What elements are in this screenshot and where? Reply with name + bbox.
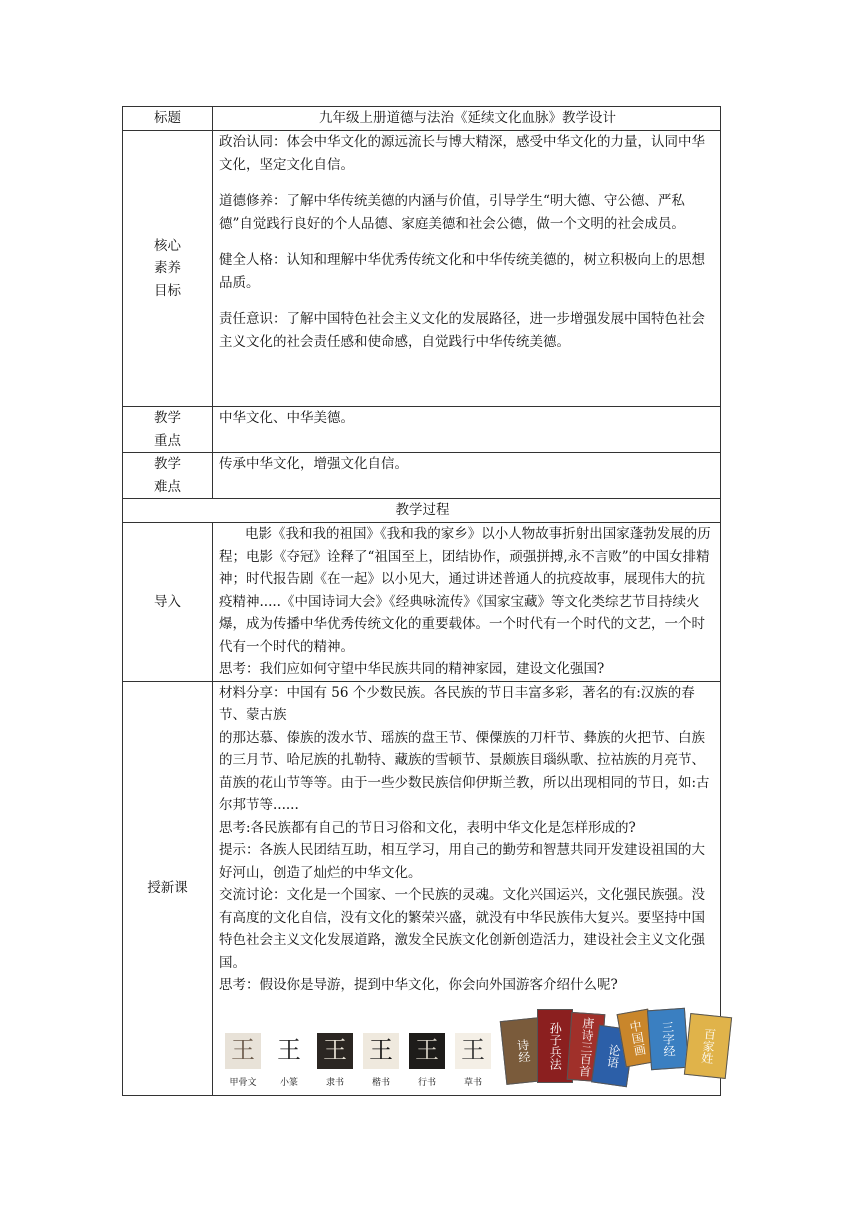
title-label: 标题 (123, 107, 213, 131)
hint-text: 提示：各族人民团结互助，相互学习，用自己的勤劳和智慧共同开发建设祖国的大好河山，创造了灿烂的中华文化。 (219, 842, 705, 881)
book-cover: 论语 (591, 1024, 635, 1086)
culture-image-strip (223, 1005, 716, 1089)
difficulty-value: 传承中华文化，增强文化自信。 (213, 453, 721, 499)
calligraphy-caption: 隶书 (325, 1077, 344, 1088)
calligraphy-caption: 行书 (417, 1077, 436, 1088)
goals-label: 核心 素养 目标 (123, 131, 213, 407)
process-header: 教学过程 (123, 499, 721, 523)
discussion-text: 交流讨论：文化是一个国家、一个民族的灵魂。文化兴国运兴，文化强民族强。没有高度的文化自信，没有文化的繁荣兴盛，就没有中华民族伟大复兴。要坚持中国特色社会主义文化发展道路，激发全民族文化创新创造活力，建设社会主义文化强国。 (219, 887, 705, 971)
think-question: 思考:各民族都有自己的节日习俗和文化，表明中华文化是怎样形成的? (219, 819, 636, 836)
calligraphy-styles (223, 1033, 493, 1089)
material-share-line-1: 材料分享：中国有 56 个少数民族。各民族的节日丰富多彩，著名的有:汉族的春节、蒙古族 (219, 684, 695, 723)
goal-personality: 健全人格：认知和理解中华优秀传统文化和中华传统美德的，树立积极向上的思想品质。 (219, 252, 705, 291)
classic-books-image (503, 1005, 716, 1089)
calligraphy-caption: 楷书 (371, 1077, 390, 1088)
key-label: 教学 重点 (123, 407, 213, 453)
calligraphy-sample (453, 1033, 493, 1089)
calligraphy-glyph: 王 (225, 1033, 261, 1069)
material-share-line-2: 的那达慕、傣族的泼水节、瑶族的盘王节、傈僳族的刀杆节、彝族的火把节、白族的三月节、哈尼族的扎勒特、藏族的雪顿节、景颇族目瑙纵歌、拉祜族的月亮节、苗族的花山节等等。由于一些少数民族信仰伊斯兰教，所以出现相同的节日，如:古尔邦节等...... (219, 729, 710, 813)
calligraphy-glyph: 王 (363, 1033, 399, 1069)
intro-label: 导入 (123, 523, 213, 682)
calligraphy-glyph: 王 (317, 1033, 353, 1069)
key-value: 中华文化、中华美德。 (213, 407, 721, 453)
book-cover: 唐诗三百首 (567, 1011, 606, 1081)
book-cover: 百家姓 (684, 1012, 732, 1078)
calligraphy-sample (315, 1033, 355, 1089)
goal-political: 政治认同：体会中华文化的源远流长与博大精深，感受中华文化的力量，认同中华文化，坚定文化自信。 (219, 134, 705, 173)
goals-cell (213, 131, 721, 407)
new-lesson-label: 授新课 (123, 681, 213, 1095)
calligraphy-glyph: 王 (409, 1033, 445, 1069)
book-cover: 中国画 (617, 1008, 658, 1067)
book-cover: 诗经 (500, 1017, 546, 1085)
calligraphy-sample (361, 1033, 401, 1089)
book-cover: 三字经 (647, 1007, 689, 1070)
difficulty-label: 教学 难点 (123, 453, 213, 499)
goal-moral: 道德修养：了解中华传统美德的内涵与价值，引导学生“明大德、守公德、严私德”自觉践行良好的个人品德、家庭美德和社会公德，做一个文明的社会成员。 (219, 193, 685, 232)
calligraphy-sample (269, 1033, 309, 1089)
book-cover: 孙子兵法 (537, 1009, 573, 1083)
intro-text: 电影《我和我的祖国》《我和我的家乡》以小人物故事折射出国家蓬勃发展的历程；电影《夺冠》诠释了“祖国至上，团结协作，顽强拼搏,永不言败”的中国女排精神；时代报告剧《在一起》以小见大，通过讲述普通人的抗疫故事，展现伟大的抗疫精神.....《中国诗词大会》《经典咏流传》《国家宝藏》等文化类综艺节目持续火爆，成为传播中华优秀传统文化的重要载体。一个时代有一个时代的文艺，一个时代有一个时代的精神。 (219, 526, 711, 655)
new-lesson-cell (213, 681, 721, 1095)
calligraphy-caption: 草书 (463, 1077, 482, 1088)
intro-think: 思考：我们应如何守望中华民族共同的精神家园，建设文化强国? (219, 661, 605, 677)
calligraphy-caption: 小篆 (279, 1077, 298, 1088)
calligraphy-glyph: 王 (455, 1033, 491, 1069)
title-value: 九年级上册道德与法治《延续文化血脉》教学设计 (213, 107, 721, 131)
calligraphy-sample (407, 1033, 447, 1089)
calligraphy-sample (223, 1033, 263, 1089)
calligraphy-glyph: 王 (271, 1033, 307, 1069)
lesson-plan-table (122, 106, 721, 1096)
intro-cell (213, 523, 721, 682)
calligraphy-caption: 甲骨文 (229, 1077, 257, 1088)
guide-question: 思考：假设你是导游，提到中华文化，你会向外国游客介绍什么呢? (219, 977, 618, 993)
goal-responsibility: 责任意识：了解中国特色社会主义文化的发展路径，进一步增强发展中国特色社会主义文化的社会责任感和使命感，自觉践行中华传统美德。 (219, 311, 705, 350)
